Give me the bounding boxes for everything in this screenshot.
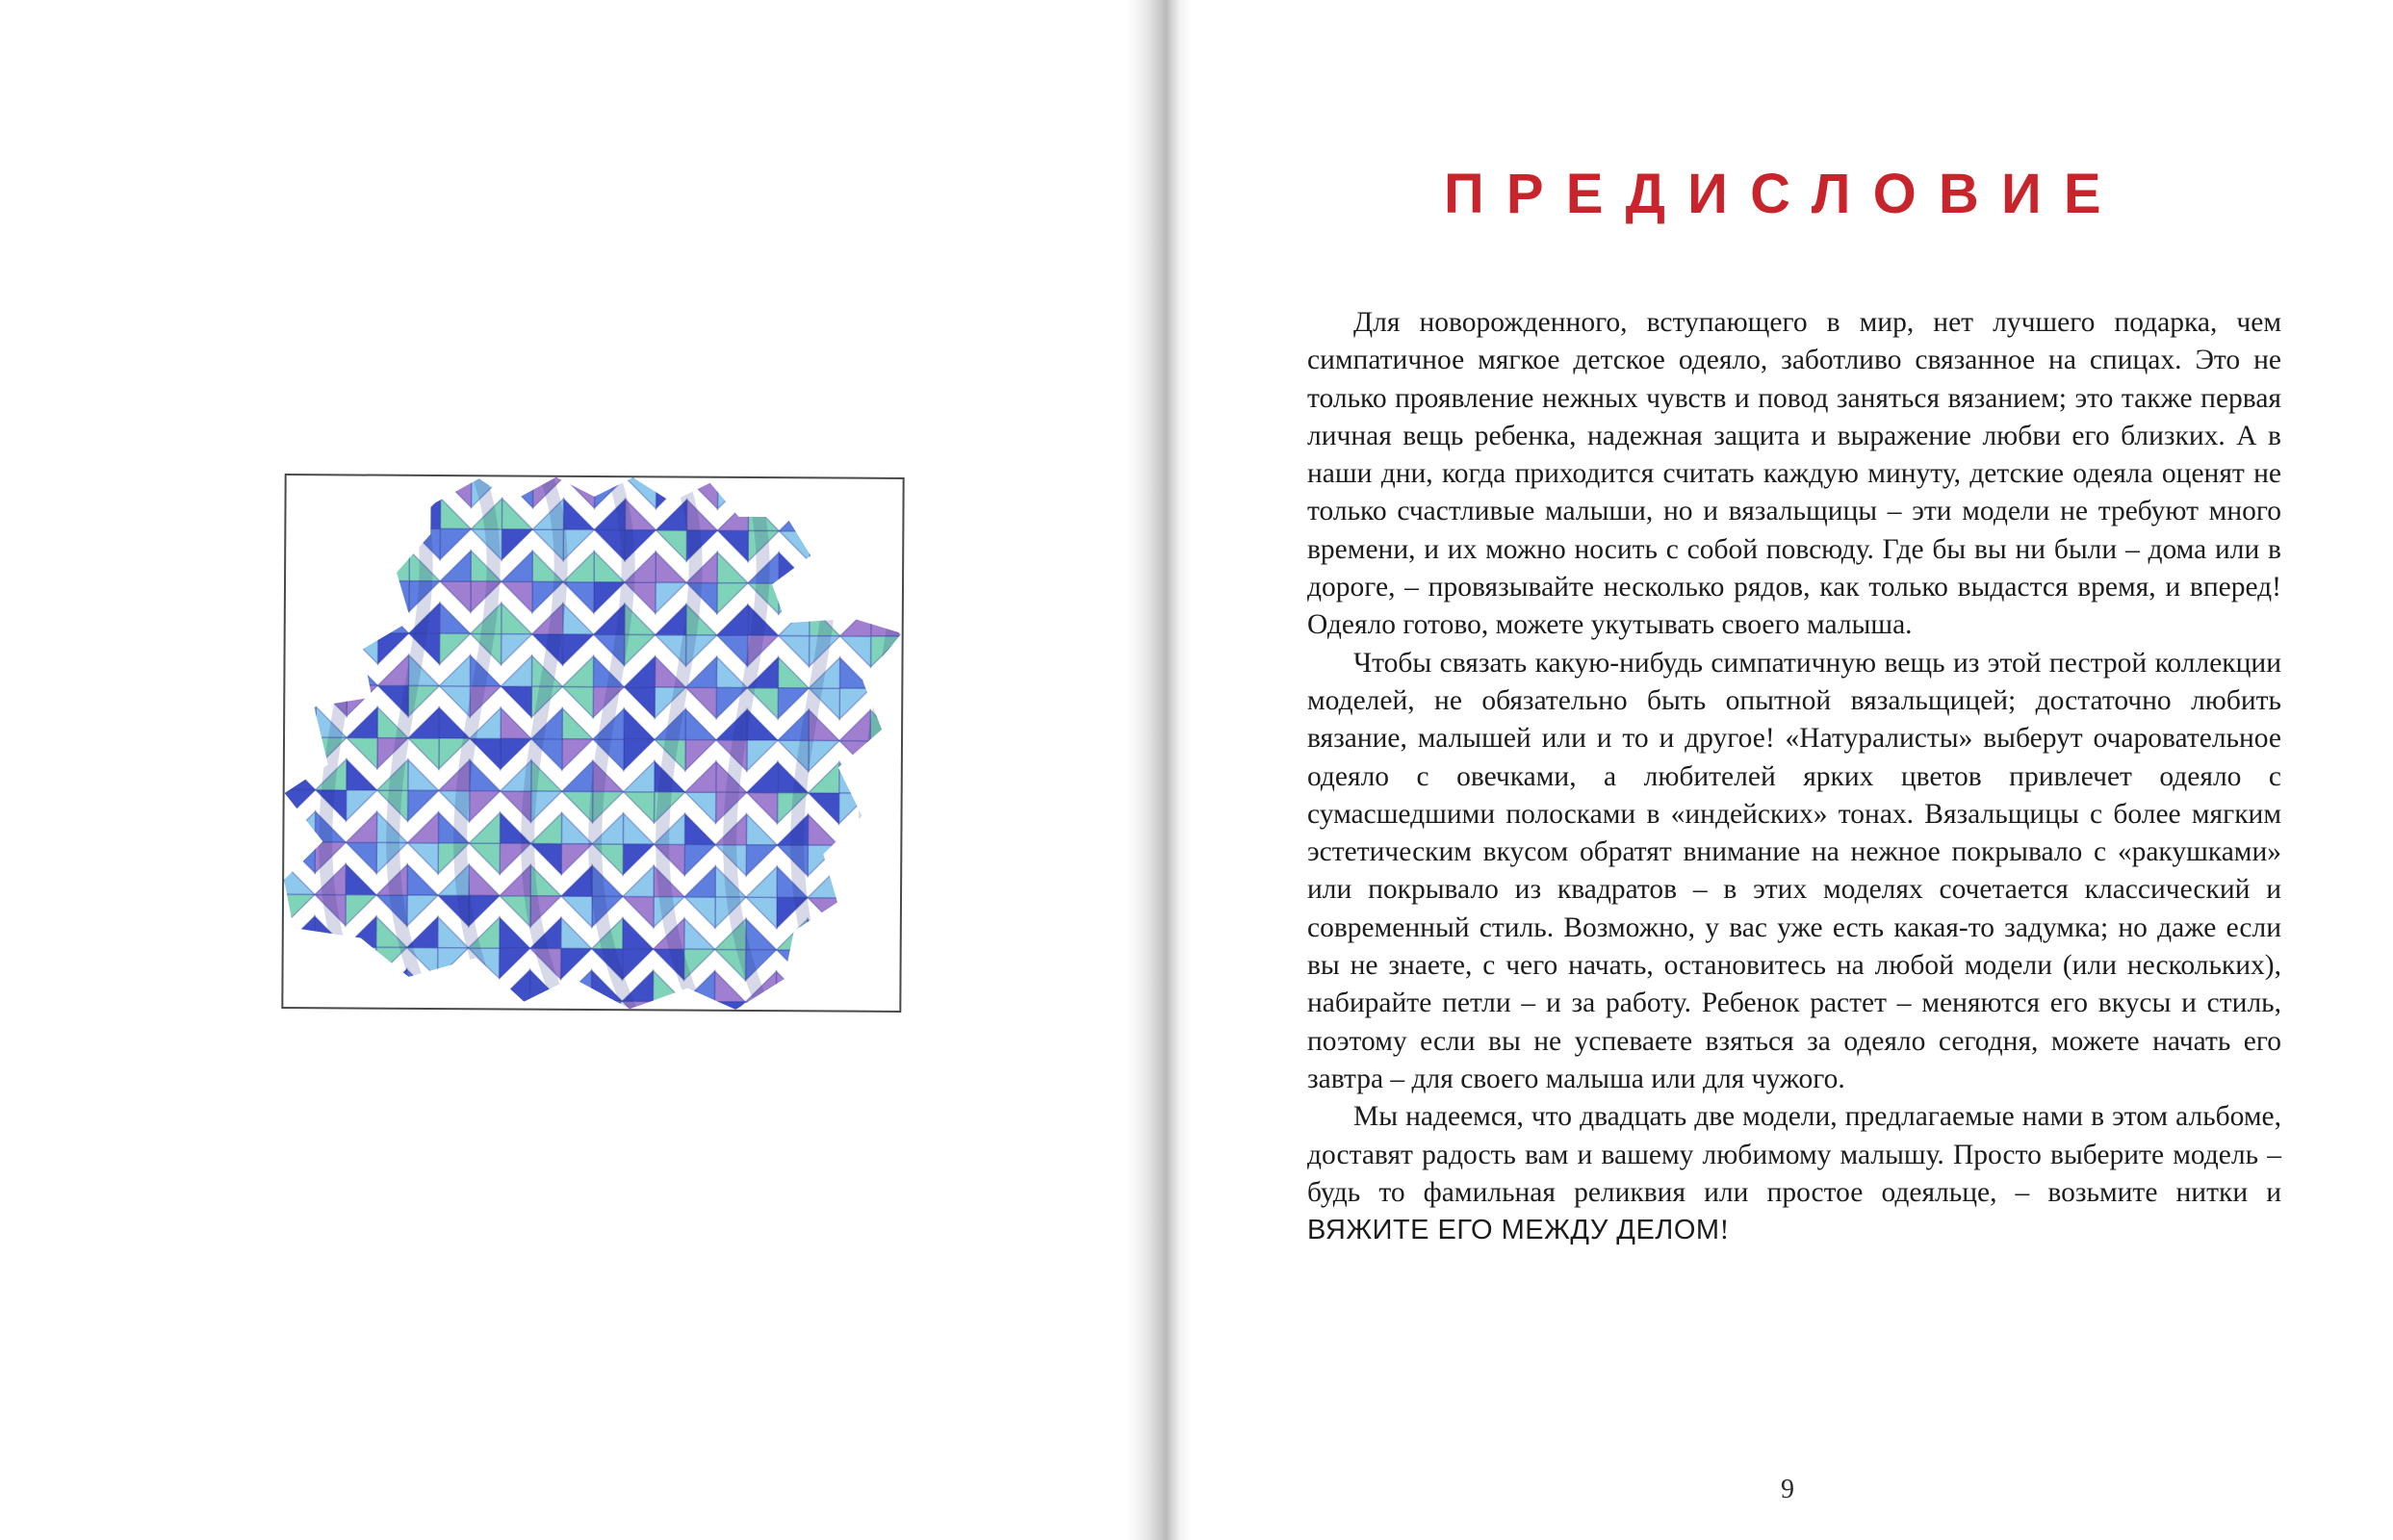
paragraph-3-ending: ! [1719, 1215, 1730, 1246]
preface-text [1307, 304, 2281, 1249]
patchwork-squares [283, 475, 902, 1011]
blanket-photo [281, 474, 904, 1013]
left-page [0, 0, 1145, 1540]
page-number: 9 [1781, 1475, 1794, 1504]
paragraph-3 [1307, 1098, 2281, 1249]
emphasis-phrase: ВЯЖИТЕ ЕГО МЕЖДУ ДЕЛОМ [1307, 1215, 1720, 1246]
paragraph-1: Для новорожденного, вступающего в мир, нет лучшего подарка, чем симпатичное мягкое детское одеяло, заботливо связанное на спицах. Это не только проявление нежных чувств и повод заняться вязанием; это также первая личная вещь ребенка, надежная защита и выражение любви его близких. А в наши дни, когда приходится считать каждую минуту, детские одеяла оценят не только счастливые малыши, но и вязальщицы – эти модели не требуют много времени, и их можно носить с собой повсюду. Где бы вы ни были – дома или в дороге, – провязывайте несколько рядов, как только выдастся время, и вперед! Одеяло готово, можете укутывать своего малыша. [1307, 307, 2281, 641]
paragraph-3-text: Мы надеемся, что двадцать две модели, предлагаемые нами в этом альбоме, доставят радость вам и вашему любимому малышу. Просто выберите модель – будь то фамильная реликвия или простое одеяльце, – возьмите нитки и [1307, 1101, 2281, 1208]
paragraph-2: Чтобы связать какую-нибудь симпатичную вещь из этой пестрой коллекции моделей, не обязательно быть опытной вязальщицей; достаточно любить вязание, малышей или и то и другое! «Натуралисты» выберут очаровательное одеяло с овечками, а любителей ярких цветов привлечет одеяло с сумасшедшими полосками в «индейских» тонах. Вязальщицы с более мягким эстетическим вкусом обратят внимание на нежное покрывало с «ракушками» или покрывало из квадратов – в этих моделях сочетается классический и современный стиль. Возможно, у вас уже есть какая-то задумка; но даже если вы не знаете, с чего начать, остановитесь на любой модели (или нескольких), набирайте петли – и за работу. Ребенок растет – меняются его вкусы и стиль, поэтому если вы не успеваете взяться за одеяло сегодня, можете начать его завтра – для своего малыша или для чужого. [1307, 647, 2281, 1094]
knitted-blanket-image [283, 475, 902, 1011]
page-title: ПРЕДИСЛОВИЕ [1444, 163, 2123, 225]
